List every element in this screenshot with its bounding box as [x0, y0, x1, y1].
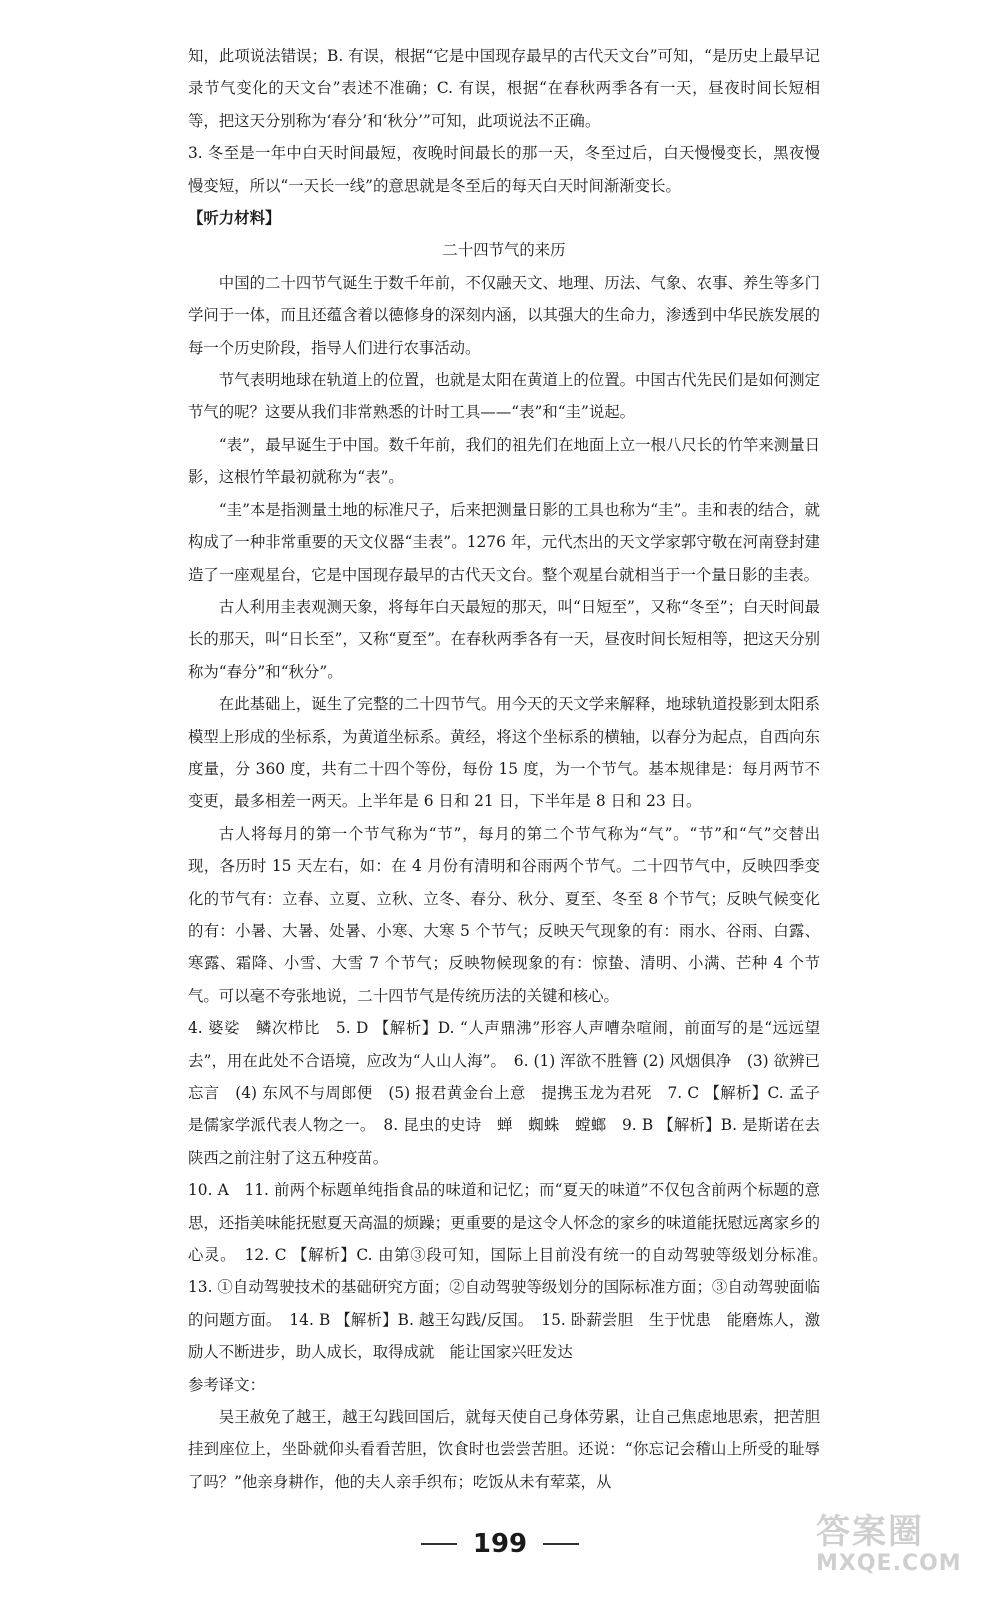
article-paragraph: 在此基础上，诞生了完整的二十四节气。用今天的天文学来解释，地球轨道投影到太阳系模型上形成的坐标系，为黄道坐标系。黄经，将这个坐标系的横轴，以春分为起点，自西向东度量，分 360 度，共有二十四个等份，每份 15 度，为一个节气。基本规律是：每月两节不变更，最多相差一两天。上半年是 6 日和 21 日，下半年是 8 日和 23 日。: [188, 695, 820, 811]
article-paragraph: 节气表明地球在轨道上的位置，也就是太阳在黄道上的位置。中国古代先民们是如何测定节气的呢？这要从我们非常熟悉的计时工具——“表”和“圭”说起。: [188, 371, 820, 422]
translation-heading: 参考译文：: [188, 1375, 265, 1394]
listening-material-heading: 【听力材料】: [188, 209, 281, 228]
watermark-logo: [816, 1512, 966, 1582]
article-paragraph: “圭”本是指测量土地的标准尺子，后来把测量日影的工具也称为“圭”。圭和表的结合，就构成了一种非常重要的天文仪器“圭表”。1276 年，元代杰出的天文学家郭守敬在河南登封建造了一座观星台，它是中国现存最早的古代天文台。整个观星台就相当于一个量日影的圭表。: [188, 500, 820, 584]
footer-dash-right: [543, 1543, 579, 1545]
article-paragraph: “表”，最早诞生于中国。数千年前，我们的祖先们在地面上立一根八尺长的竹竿来测量日影，这根竹竿最初就称为“表”。: [188, 435, 820, 487]
article-paragraph: 中国的二十四节气诞生于数千年前，不仅融天文、地理、历法、气象、农事、养生等多门学问于一体，而且还蕴含着以德修身的深刻内涵，以其强大的生命力，渗透到中华民族发展的每一个历史阶段，指导人们进行农事活动。: [188, 273, 820, 357]
watermark-url: MXQE.COM: [816, 1551, 962, 1576]
translation-paragraph: 吴王赦免了越王，越王勾践回国后，就每天使自己身体劳累，让自己焦虑地思索，把苦胆挂到座位上，坐卧就仰头看看苦胆，饮食时也尝尝苦胆。还说：“你忘记会稽山上所受的耻辱了吗？”他亲身耕作，他的夫人亲手织布；吃饭从未有荤菜，从: [188, 1408, 820, 1491]
article-title: 二十四节气的来历: [442, 241, 566, 260]
article-paragraph: 古人将每月的第一个节气称为“节”，每月的第二个节气称为“气”。“节”和“气”交替出现，各历时 15 天左右，如：在 4 月份有清明和谷雨两个节气。二十四节气中，反映四季变化的节气有：立春、立夏、立秋、立冬、春分、秋分、夏至、冬至 8 个节气；反映气候变化的有：小暑、大暑、处暑、小寒、大寒 5 个节气；反映天气现象的有：雨水、谷雨、白露、寒露、霜降、小雪、大雪 7 个节气；反映物候现象的有：惊蛰、清明、小满、芒种 4 个节气。可以毫不夸张地说，二十四节气是传统历法的关键和核心。: [188, 824, 820, 1005]
footer-dash-left: [421, 1543, 457, 1545]
page-content: [188, 40, 836, 1498]
answers-10-to-15: 10. A 11. 前两个标题单纯指食品的味道和记忆；而“夏天的味道”不仅包含前两个标题的意思，还指美味能抚慰夏天高温的烦躁；更重要的是这令人怀念的家乡的味道能抚慰远离家乡的心灵。 12. C 【解析】C. 由第③段可知，国际上目前没有统一的自动驾驶等级划分标准。 13. ①自动驾驶技术的基础研究方面；②自动驾驶等级划分的国际标准方面；③自动驾驶面临的问题方面。 14. B 【解析】B. 越王勾践/反国。 15. 卧薪尝胆 生于忧患 能磨炼人，激励人不断进步，助人成长，取得成就 能让国家兴旺发达: [188, 1181, 836, 1362]
watermark-logo-text: 答案圈: [816, 1512, 924, 1552]
article-paragraph: 古人利用圭表观测天象，将每年白天最短的那天，叫“日短至”，又称“冬至”；白天时间最长的那天，叫“日长至”，又称“夏至”。在春秋两季各有一天，昼夜时间长短相等，把这天分别称为“春分”和“秋分”。: [188, 597, 820, 681]
answer-continuation: 知，此项说法错误；B. 有误，根据“它是中国现存最早的古代天文台”可知，“是历史上最早记录节气变化的天文台”表述不准确；C. 有误，根据“在春秋两季各有一天，昼夜时间长短相等，把这天分别称为‘春分’和‘秋分’”可知，此项说法不正确。: [188, 47, 820, 130]
answer-3: 3. 冬至是一年中白天时间最短，夜晚时间最长的那一天，冬至过后，白天慢慢变长，黑夜慢慢变短，所以“一天长一线”的意思就是冬至后的每天白天时间渐渐变长。: [188, 144, 820, 195]
page-number: 199: [472, 1529, 528, 1559]
answers-4-to-9: 4. 婆娑 鳞次栉比 5. D 【解析】D. “人声鼎沸”形容人声嘈杂喧闹，前面写的是“远远望去”，用在此处不合语境，应改为“人山人海”。 6. (1) 浑欲不胜簪 (2) 风烟俱净 (3) 欲辨已忘言 (4) 东风不与周郎便 (5) 报君黄金台上意 提携玉龙为君死 7. C 【解析】C. 孟子是儒家学派代表人物之一。 8. 昆虫的史诗 蝉 蜘蛛 螳螂 9. B 【解析】B. 是斯诺在去陕西之前注射了这五种疫苗。: [188, 1019, 820, 1167]
